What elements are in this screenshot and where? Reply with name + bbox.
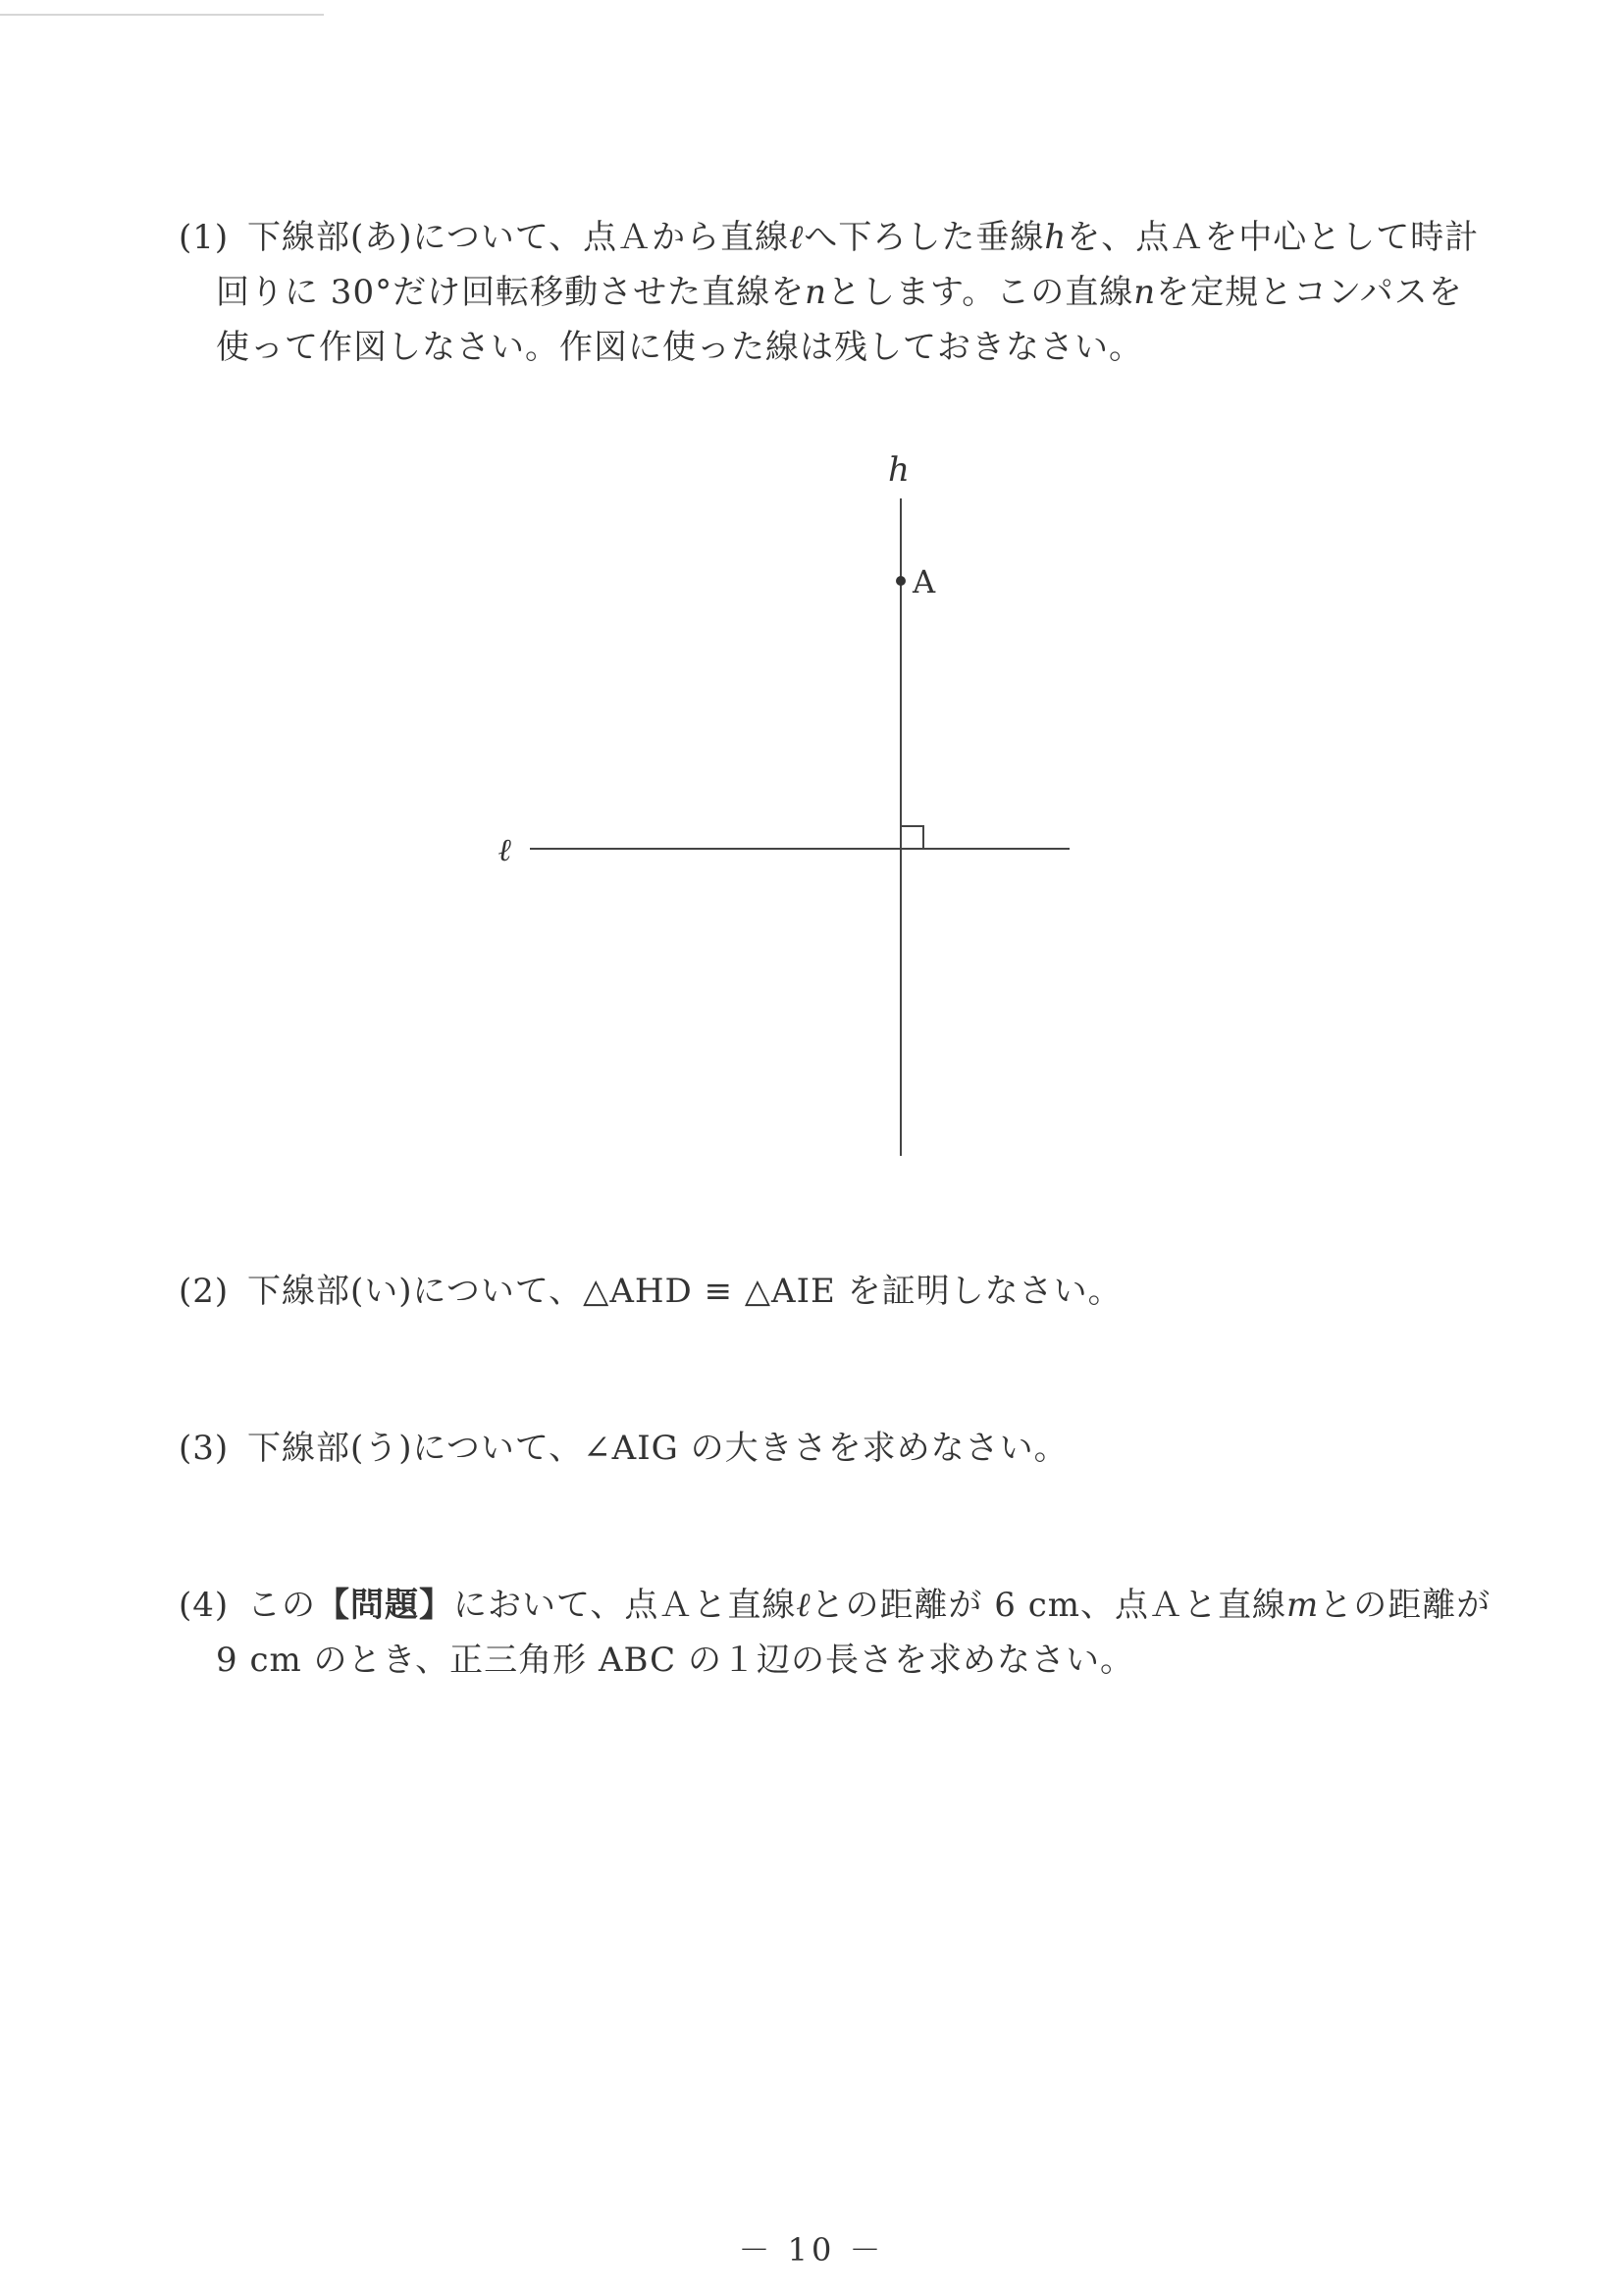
q1-underline-marker: (あ) — [350, 218, 413, 257]
q4-line-l-symbol: ℓ — [796, 1586, 812, 1625]
q4-text: との距離が 6 cm、点Ａと直線 — [811, 1586, 1287, 1625]
question-1 — [179, 210, 1479, 375]
q4-text: との距離が — [1319, 1586, 1492, 1625]
q1-line-l-symbol: ℓ — [789, 218, 805, 257]
construction-figure — [471, 442, 1099, 1168]
question-3-line-1 — [179, 1421, 1069, 1476]
q1-line-h-symbol: h — [1044, 218, 1068, 257]
q1-line-n-symbol: n — [805, 273, 827, 312]
q1-text: を、点Ａを中心として時計 — [1067, 218, 1480, 257]
q4-line-m-symbol: m — [1286, 1586, 1320, 1625]
label-a: A — [913, 563, 936, 600]
question-2 — [179, 1264, 1123, 1319]
q1-text: へ下ろした垂線 — [804, 218, 1045, 257]
q1-text: を定規とコンパスを — [1156, 273, 1463, 312]
question-1-number: (1) — [179, 218, 230, 257]
question-4-line-1 — [179, 1578, 1491, 1633]
question-1-line-1 — [179, 210, 1479, 265]
q2-underline-marker: (い) — [350, 1272, 413, 1311]
q2-text: について、△AHD ≡ △AIE を証明しなさい。 — [412, 1272, 1123, 1311]
q1-text: 下線部 — [247, 218, 350, 257]
question-4 — [179, 1578, 1491, 1688]
q1-line-n-symbol: n — [1133, 273, 1157, 312]
q2-text: 下線部 — [247, 1272, 350, 1311]
question-1-line-3: 使って作図しなさい。作図に使った線は残しておきなさい。 — [216, 328, 1143, 367]
q4-problem-marker: 【問題】 — [316, 1586, 453, 1625]
scan-edge-rule — [0, 14, 324, 16]
question-2-line-1 — [179, 1264, 1123, 1319]
page-number: － 10 － — [738, 2231, 885, 2269]
q1-text: 回りに 30°だけ回転移動させた直線を — [216, 273, 806, 312]
question-3 — [179, 1421, 1069, 1476]
label-h: h — [888, 450, 910, 490]
question-2-number: (2) — [179, 1272, 230, 1311]
question-4-line-2: 9 cm のとき、正三角形 ABC の１辺の長さを求めなさい。 — [216, 1641, 1134, 1680]
question-3-number: (3) — [179, 1429, 230, 1468]
q4-text: において、点Ａと直線 — [453, 1586, 797, 1625]
q1-text: とします。この直線 — [826, 273, 1134, 312]
question-4-number: (4) — [179, 1586, 230, 1625]
q3-text: 下線部 — [247, 1429, 350, 1468]
q3-text: について、∠AIG の大きさを求めなさい。 — [412, 1429, 1069, 1468]
point-a — [896, 576, 906, 586]
question-1-line-2 — [179, 265, 1479, 320]
label-l: ℓ — [497, 831, 511, 868]
q1-text: について、点Ａから直線 — [412, 218, 790, 257]
q4-text: この — [247, 1586, 316, 1625]
right-angle-mark — [901, 826, 923, 849]
q3-underline-marker: (う) — [350, 1429, 413, 1468]
